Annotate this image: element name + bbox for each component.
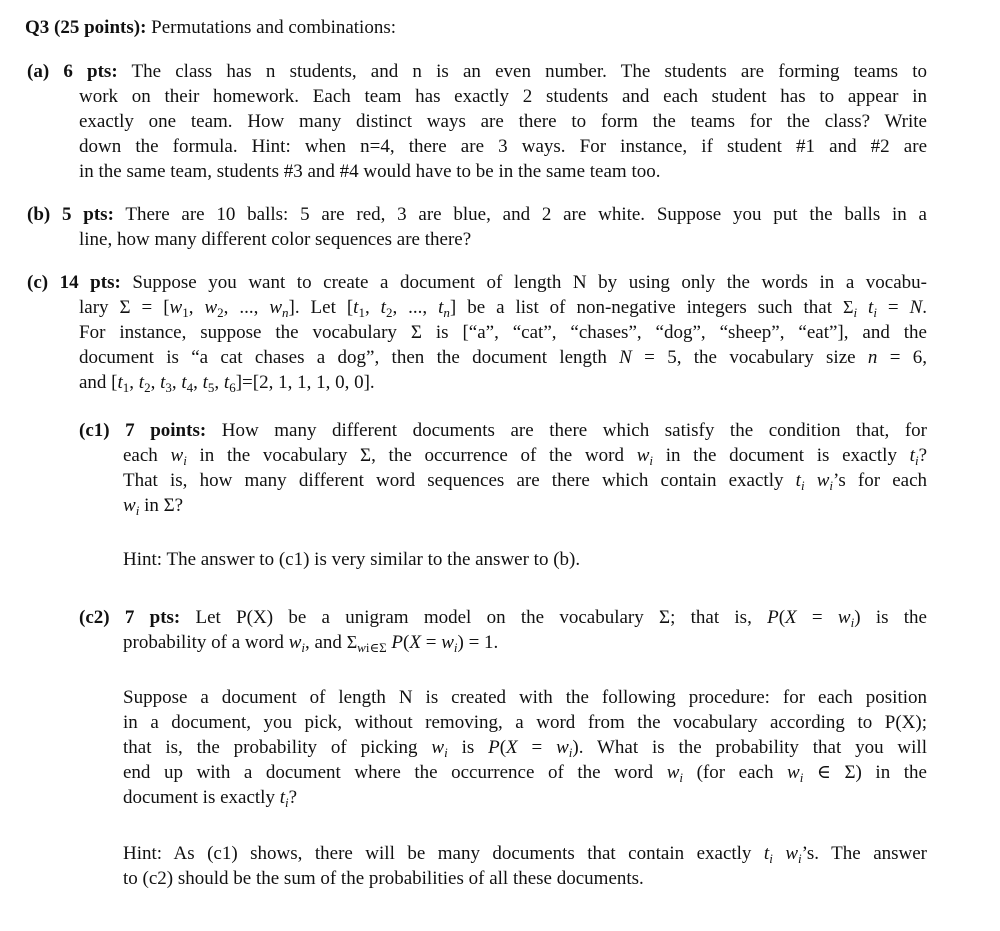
part-c-line-5: and [$t_1$, $t_2$, $t_3$, $t_4$, $t_5$, $t_6]=[2$, 1, 1, 1, 0, 0]. [79,372,375,395]
part-c2-para2-line-5: document is exactly $t_i$? [123,787,298,810]
part-a-text-1: The class has n students, and n is an even number. The students are forming teams to [131,61,927,82]
question-label: Q3 (25 points): [25,17,147,38]
part-c1-line-2: each $w_i$ in the vocabulary Σ, the occurrence of the word $w_i$ in the document is exactly $t_i$? [123,445,928,468]
part-c2-hint-line-1: Hint: As (c1) shows, there will be many documents that contain exactly $t_i$ $w_i’s$. The answer [123,843,927,866]
part-c2-para2-line-2: in a document, you pick, without removing, a word from the vocabulary according to P(X); [123,712,927,733]
part-c1-text-1: How many different documents are there which satisfy the condition that, for [221,420,927,441]
part-a-line-2: work on their homework. Each team has exactly 2 students and each student has to appear in [79,86,927,107]
part-a-line-4: down the formula. Hint: when n=4, there are 3 ways. For instance, if student #1 and #2 are [79,136,927,157]
part-c-line-4: document is “a cat chases a dog”, then the document length N = 5, the vocabulary size n = 6, [79,347,928,368]
part-b-text-1: There are 10 balls: 5 are red, 3 are blue, and 2 are white. Suppose you put the balls in a [125,204,927,225]
part-c1-line-3: That is, how many different word sequences are there which contain exactly $t_i$ $w_i’s$ for each [123,470,928,493]
question-topic: Permutations and combinations: [151,17,397,38]
part-b-line-1 [27,202,927,227]
part-c-line-3: For instance, suppose the vocabulary Σ is [“a”, “cat”, “chases”, “dog”, “sheep”, “eat”], and the [79,322,927,343]
part-c1-line-4: $w_i$ in Σ? [123,495,184,518]
part-c2-para2-line-1: Suppose a document of length N is created with the following procedure: for each position [123,687,927,708]
question-title [25,15,396,40]
part-c1-line-1 [79,418,927,443]
part-c2-hint-line-2: to (c2) should be the sum of the probabilities of all these documents. [123,868,644,889]
part-c-line-2: lary $\Sigma = [w_1$, $w_2$, ..., $w_n$]. Let [$t_1$, $t_2$, ..., $t_n$] be a list of non-negative integers such that $\Sigma_i$ $t_i = N$. [79,297,928,320]
part-c2-para2-line-3: that is, the probability of picking $w_i$ is $P(X = w_i)$. What is the probability that you will [123,737,927,760]
part-a-line-5: in the same team, students #3 and #4 would have to be in the same team too. [79,161,661,182]
part-c2-para2-line-4: end up with a document where the occurrence of the word $w_i$ (for each $w_i$ ∈ Σ) in the [123,762,927,785]
part-c-text-1: Suppose you want to create a document of length N by using only the words in a vocabu- [132,272,927,293]
part-a-line-3: exactly one team. How many distinct ways are there to form the teams for the class? Write [79,111,927,132]
part-b-line-2: line, how many different color sequences are there? [79,229,472,250]
part-c2-line-1: (c2) 7 pts: Let P(X) be a unigram model on the vocabulary Σ; that is, $P(X = w_i)$ is the [79,607,927,630]
part-a-line-1 [27,59,927,84]
part-b-label: (b) 5 pts: [27,204,114,225]
part-a-label: (a) 6 pts: [27,61,118,82]
part-c2-line-2: probability of a word $w_i$, and $\Sigma_{wi\in\Sigma}$ $P(X = w_i) = 1$. [123,632,499,655]
part-c-line-1 [27,270,927,295]
part-c-label: (c) 14 pts: [27,272,121,293]
part-c1-label: (c1) 7 points: [79,420,207,441]
part-c2-label: (c2) 7 pts: [79,607,181,628]
part-c1-hint: Hint: The answer to (c1) is very similar to the answer to (b). [123,549,581,570]
